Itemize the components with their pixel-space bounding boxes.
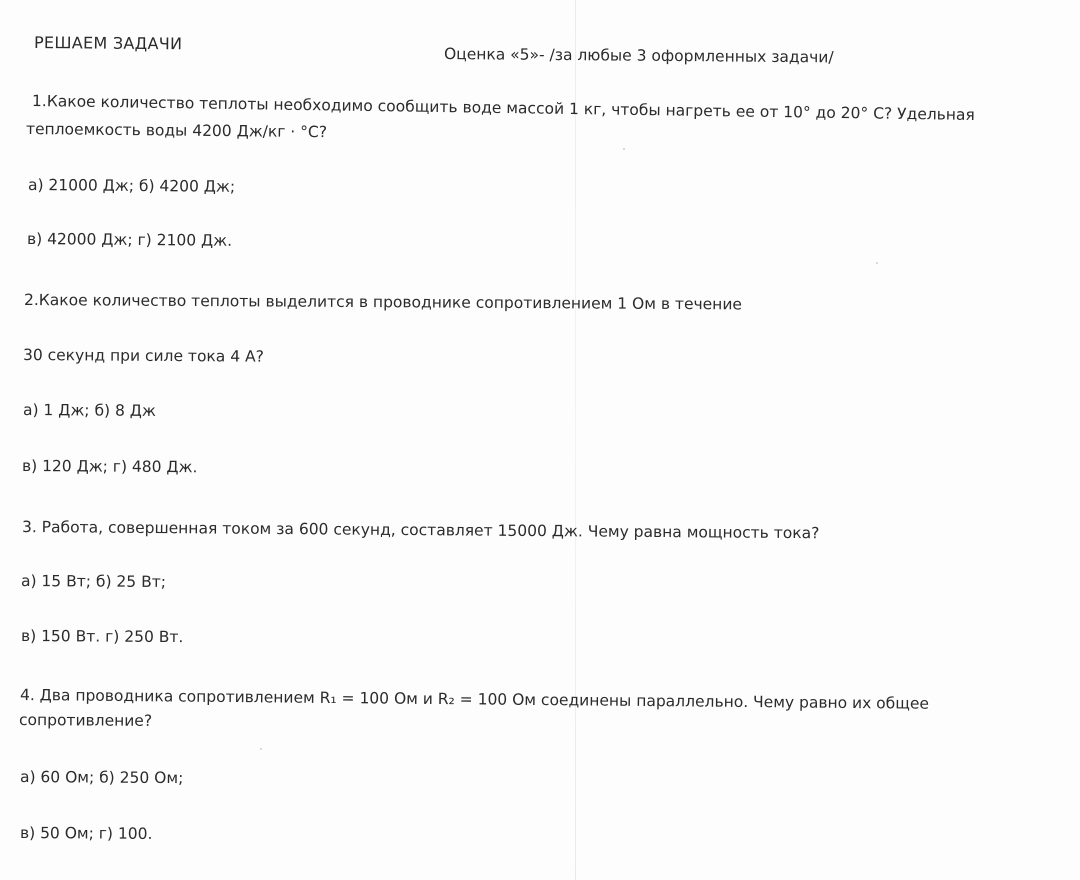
- task-2-answer-line-1: а) 1 Дж; б) 8 Дж: [22, 401, 156, 420]
- task-1-answer-line-1: а) 21000 Дж; б) 4200 Дж;: [27, 176, 236, 196]
- scan-speck: [260, 748, 262, 750]
- task-3-answer-line-2: в) 150 Вт. г) 250 Вт.: [20, 627, 184, 647]
- page-fold-line: [575, 0, 576, 880]
- scan-speck: [876, 262, 878, 264]
- task-1-question-line-1: 1.Какое количество теплоты необходимо сообщить воде массой 1 кг, чтобы нагреть ее от 10° до 20° С? Удельная: [31, 92, 975, 124]
- task-2-answer-line-2: в) 120 Дж; г) 480 Дж.: [21, 457, 198, 477]
- scan-speck: [623, 148, 625, 150]
- task-1-question-line-2: теплоемкость воды 4200 Дж/кг · °С?: [25, 120, 328, 142]
- page-title: РЕШАЕМ ЗАДАЧИ: [33, 33, 183, 54]
- task-4-question-line-2: сопротивление?: [18, 711, 153, 730]
- task-4-answer-line-2: в) 50 Ом; г) 100.: [19, 824, 153, 843]
- task-3-answer-line-1: а) 15 Вт; б) 25 Вт;: [20, 572, 167, 592]
- task-1-answer-line-2: в) 42000 Дж; г) 2100 Дж.: [26, 230, 233, 250]
- task-2-question-line-1: 2.Какое количество теплоты выделится в проводнике сопротивлением 1 Ом в течение: [23, 291, 743, 314]
- task-4-answer-line-1: а) 60 Ом; б) 250 Ом;: [19, 768, 184, 788]
- task-4-question-line-1: 4. Два проводника сопротивлением R₁ = 100 Ом и R₂ = 100 Ом соединены параллельно. Чему равно их общее: [19, 686, 930, 713]
- grading-note: Оценка «5»- /за любые 3 оформленных задачи/: [443, 45, 834, 67]
- task-3-question-line-1: 3. Работа, совершенная током за 600 секунд, составляет 15000 Дж. Чему равна мощность тока?: [21, 518, 820, 543]
- task-2-question-line-2: 30 секунд при силе тока 4 А?: [22, 346, 264, 366]
